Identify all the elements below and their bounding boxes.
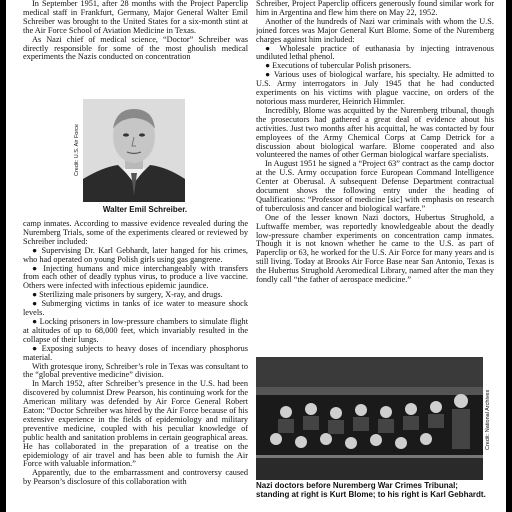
right-column-paragraph: ● Wholesale practice of euthanasia by injecting intravenous undiluted lethal phenol. xyxy=(256,43,494,62)
right-column-paragraph: One of the lesser known Nazi doctors, Hubertus Strughold, a Luftwaffe member, was reportedly knowledgeable about the deadly low-pressure chamber experiments on concentration camp inmates. Though it is not known whether he came to the U.S. as part of Paperclip or 63, he worked for the U.S. Air Force for many years and is still living. Today at Brooks Air Force Base near San Antonio, Texas is the Hubertus Strughold Aeromedical Library, named after the man they fondly call “the father of aerospace medicine.” xyxy=(256,212,494,285)
right-column-paragraph: Another of the hundreds of Nazi war criminals with whom the U.S. joined forces was Major General Kurt Blome. Some of the Nuremberg charges against him included: xyxy=(256,16,494,44)
portrait-credit: Credit: U.S. Air Force xyxy=(74,124,80,176)
left-column-top-paragraph: In September 1951, after 28 months with the Project Paperclip medical staff in Frankfurt, Germany, Major General Walter Emil Schreiber was brought to the United States for a six-month stint at the Air Force School of Aviation Medicine in Texas. xyxy=(23,0,248,35)
right-column xyxy=(256,0,494,356)
right-column-paragraph: In August 1951 he signed a “Project 63” contract as the camp doctor at the U.S. Army occupation force European Command Intelligence Center at Oberusal. A subsequent Defense Department contractual document shows the following entry under the heading of Qualifications: “Professor of medicine [sic] with emphasis on research of tuberculosis and cancer and biological warfare.” xyxy=(256,159,494,213)
portrait-caption: Walter Emil Schreiber. xyxy=(102,205,188,214)
left-column-bottom-paragraph: ● Sterilizing male prisoners by surgery, X-ray, and drugs. xyxy=(32,290,223,300)
left-border xyxy=(0,0,6,512)
left-column-top-paragraph: As Nazi chief of medical science, “Doctor” Schreiber was directly responsible for some of the most ghoulish medical experiments the Nazis conducted on concentration xyxy=(23,34,248,62)
tribunal-photo-caption: Nazi doctors before Nuremberg War Crimes Tribunal; standing at right is Kurt Blome; to his right is Karl Gebhardt. xyxy=(256,481,486,499)
schreiber-portrait xyxy=(83,99,185,202)
right-column-paragraph: Schreiber, Project Paperclip officers generously found similar work for him in Argentina and flew him there on May 22, 1952. xyxy=(256,0,494,17)
left-column-bottom-paragraph: ● Locking prisoners in low-pressure chambers to simulate flight at altitudes of up to 68,000 feet, which invariably resulted in the collapse of their lungs. xyxy=(23,316,248,344)
right-column-paragraph: ● Executions of tubercular Polish prisoners. xyxy=(265,61,412,71)
left-column-bottom-paragraph: Apparently, due to the embarrassment and controversy caused by Pearson’s disclosure of this collaboration with xyxy=(23,468,248,487)
right-column-paragraph: Incredibly, Blome was acquitted by the Nuremberg tribunal, though the prosecutors had gathered a great deal of evidence about his activities. Just two months after his acquittal, he was contacted by four employees of the Army Chemical Corps at Camp Detrick for a discussion about biological warfare. Blome cooperated and also volunteered the names of other German biological warfare specialists. xyxy=(256,105,494,160)
left-column-bottom-paragraph: ● Submerging victims in tanks of ice water to measure shock levels. xyxy=(23,299,248,318)
left-column-bottom-paragraph: In March 1952, after Schreiber’s presence in the U.S. had been discovered by columnist Drew Pearson, his continuing work for the American military was defended by Air Force General Robert Eaton: “Doctor Schreiber was hired by the Air Force because of his extensive experience in the fields of epidemiology and military preventive medicine, coupled with his peculiar knowledge of public health and sanitation problems in certain geographical areas. He has collaborated in the preparation of a treatise on the epidemiology of air travel and has been able to furnish the Air Force with valuable information.” xyxy=(23,379,248,469)
left-column-bottom-paragraph: ● Injecting humans and mice interchangeably with transfers from each other of deadly typhus virus, to produce a live vaccine. Others were infected with infectious epidemic jaundice. xyxy=(23,263,248,291)
tribunal-photo xyxy=(256,357,483,480)
left-column-bottom-paragraph: With grotesque irony, Schreiber’s role in Texas was consultant to the “global preventive medicine” division. xyxy=(23,361,248,380)
left-column-bottom xyxy=(23,220,248,512)
left-column-bottom-paragraph: ● Exposing subjects to heavy doses of incendiary phosphorus material. xyxy=(23,343,248,362)
tribunal-photo-credit: Credit: National Archives xyxy=(485,389,491,451)
left-column-bottom-paragraph: camp inmates. According to massive evidence revealed during the Nuremberg Trials, some of the experiments cleared or reviewed by Schreiber included: xyxy=(23,220,248,246)
right-column-paragraph: ● Various uses of biological warfare, his specialty. He admitted to U.S. Army interrogators in July 1945 that he had conducted experiments on his victims with plague vaccine, on orders of the notorious mass murderer, Heinrich Himmler. xyxy=(256,70,494,106)
right-border xyxy=(506,0,512,512)
left-column-bottom-paragraph: ● Supervising Dr. Karl Gebhardt, later hanged for his crimes, who had operated on young Polish girls using gas gangrene. xyxy=(23,245,248,264)
left-column xyxy=(23,0,248,512)
